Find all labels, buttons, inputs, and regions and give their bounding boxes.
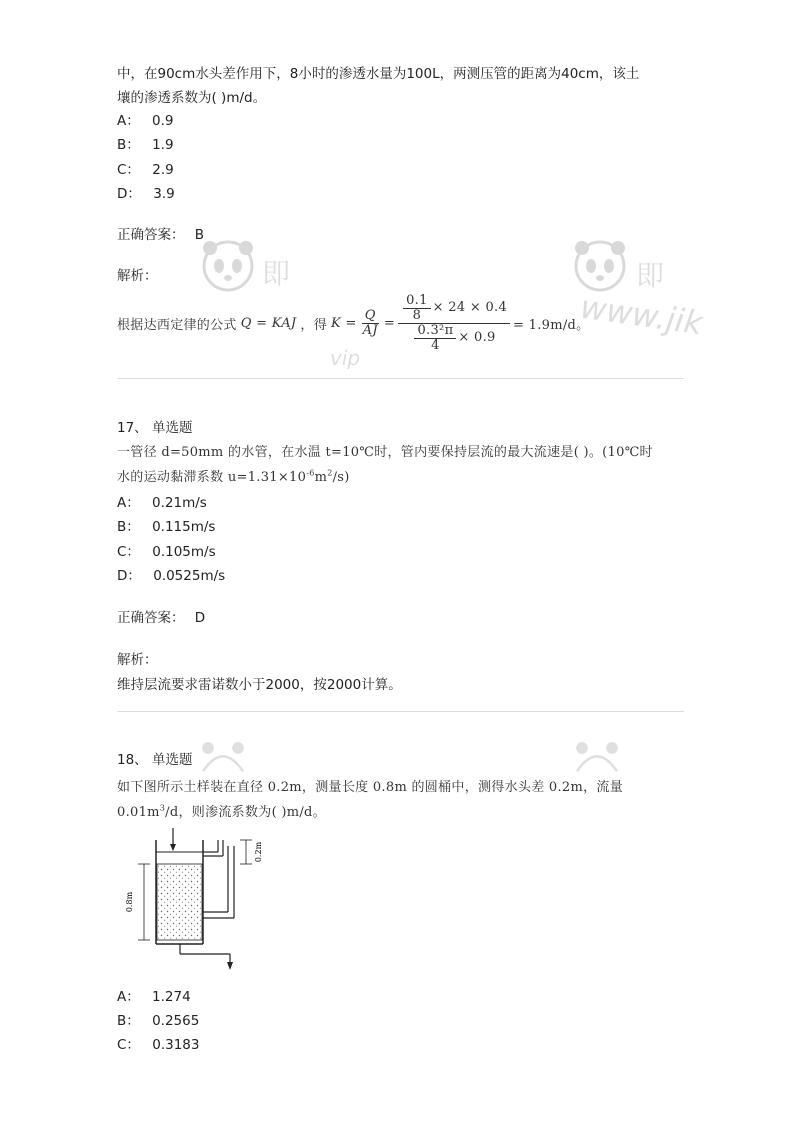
option-label: C： bbox=[117, 544, 140, 560]
formula-k: K = bbox=[331, 315, 357, 331]
option-label: A： bbox=[117, 989, 140, 1005]
answer-value: B bbox=[194, 227, 205, 243]
q17-header: 17、 单选题 bbox=[117, 420, 193, 436]
option-value: 0.115m/s bbox=[152, 519, 216, 535]
formula-prefix: 根据达西定律的公式 bbox=[117, 317, 237, 333]
small-frac-num bbox=[403, 294, 431, 323]
option-label: D： bbox=[117, 568, 141, 584]
small-den: 8 bbox=[412, 307, 422, 323]
option-label: C： bbox=[117, 162, 140, 178]
option-label: D： bbox=[117, 186, 141, 202]
q16-option-d[interactable] bbox=[117, 182, 175, 202]
q17-stem-line2 bbox=[117, 466, 350, 485]
option-label: C： bbox=[117, 1037, 140, 1053]
equals-sign: = bbox=[383, 315, 396, 331]
superscript: -6 bbox=[306, 468, 315, 478]
option-value: 0.2565 bbox=[152, 1013, 200, 1029]
option-label: A： bbox=[117, 113, 140, 129]
permeameter-figure bbox=[118, 826, 273, 976]
divider bbox=[117, 711, 684, 712]
q17-analysis-label: 解析： bbox=[117, 652, 158, 668]
q16-formula bbox=[117, 292, 590, 353]
small-num: 0.1 bbox=[403, 294, 431, 309]
small-den: 4 bbox=[431, 337, 440, 353]
frac-den: AJ bbox=[362, 322, 378, 338]
q16-analysis-label: 解析： bbox=[117, 268, 158, 284]
fraction-big bbox=[398, 294, 510, 353]
q18-stem-line2 bbox=[117, 801, 326, 820]
q16-stem-line1: 中，在90cm水头差作用下，8小时的渗透水量为100L，两测压管的距离为40cm，该土 bbox=[117, 66, 640, 82]
small-frac-den bbox=[414, 324, 456, 353]
watermark-url: www.jik bbox=[577, 287, 705, 343]
stem-text: /d，则渗流系数为( )m/d。 bbox=[165, 805, 326, 820]
option-value: 1.9 bbox=[152, 137, 174, 153]
q17-option-d[interactable] bbox=[117, 564, 225, 584]
stem-text: /s) bbox=[332, 470, 350, 485]
watermark-text: vip bbox=[330, 346, 361, 370]
answer-label: 正确答案： bbox=[117, 227, 185, 243]
option-label: B： bbox=[117, 1013, 140, 1029]
stem-text: 水的运动黏滞系数 u=1.31×10 bbox=[117, 470, 307, 485]
height-label: 0.8m bbox=[125, 891, 134, 913]
head-label: 0.2m bbox=[254, 841, 263, 863]
option-value: 0.105m/s bbox=[152, 544, 216, 560]
option-value: 0.21m/s bbox=[152, 495, 207, 511]
panda-watermark-icon bbox=[198, 236, 258, 296]
q16-option-b[interactable] bbox=[117, 133, 174, 153]
q16-answer bbox=[117, 223, 204, 243]
fraction-q-aj bbox=[360, 309, 381, 338]
option-label: B： bbox=[117, 137, 140, 153]
small-num: 0.3²π bbox=[414, 324, 456, 339]
option-label: A： bbox=[117, 495, 140, 511]
option-value: 1.274 bbox=[152, 989, 191, 1005]
q17-answer bbox=[117, 606, 205, 626]
q17-option-a[interactable] bbox=[117, 491, 207, 511]
q17-analysis-text: 维持层流要求雷诺数小于2000，按2000计算。 bbox=[117, 677, 402, 693]
answer-value: D bbox=[194, 610, 206, 626]
q17-option-b[interactable] bbox=[117, 515, 215, 535]
panda-watermark-icon bbox=[198, 738, 248, 778]
divider bbox=[117, 378, 684, 379]
stem-text: m bbox=[314, 470, 328, 485]
big-denominator bbox=[409, 324, 498, 353]
answer-label: 正确答案： bbox=[117, 610, 185, 626]
option-value: 0.3183 bbox=[152, 1037, 200, 1053]
q18-option-c[interactable] bbox=[117, 1033, 199, 1053]
option-value: 0.0525m/s bbox=[153, 568, 226, 584]
q16-stem-line2: 壤的渗透系数为( )m/d。 bbox=[117, 90, 267, 106]
stem-text: 0.01m bbox=[117, 805, 160, 820]
frac-num: Q bbox=[362, 309, 379, 324]
big-numerator bbox=[398, 294, 510, 324]
q17-option-c[interactable] bbox=[117, 540, 216, 560]
panda-watermark-icon bbox=[570, 236, 630, 296]
option-value: 3.9 bbox=[153, 186, 175, 202]
q16-option-a[interactable] bbox=[117, 109, 174, 129]
superscript: 3 bbox=[159, 803, 166, 813]
denominator-rest: × 0.9 bbox=[458, 330, 496, 345]
q18-option-b[interactable] bbox=[117, 1009, 199, 1029]
panda-watermark-icon bbox=[572, 738, 622, 778]
q18-header: 18、 单选题 bbox=[117, 752, 193, 768]
q18-stem-line1: 如下图所示土样装在直径 0.2m，测量长度 0.8m 的圆桶中，测得水头差 0.2m，流量 bbox=[117, 780, 624, 795]
option-label: B： bbox=[117, 519, 140, 535]
q16-option-c[interactable] bbox=[117, 158, 174, 178]
q17-stem-line1: 一管径 d=50mm 的水管，在水温 t=10℃时，管内要保持层流的最大流速是( )。(10℃时 bbox=[117, 445, 653, 460]
formula-result: = 1.9m/d。 bbox=[513, 317, 590, 333]
superscript: 2 bbox=[327, 468, 333, 478]
q18-option-a[interactable] bbox=[117, 985, 191, 1005]
watermark-text: 即 bbox=[262, 257, 291, 290]
formula-q: Q = KAJ bbox=[240, 315, 297, 331]
formula-mid: ，得 bbox=[300, 317, 328, 333]
option-value: 2.9 bbox=[152, 162, 174, 178]
numerator-rest: × 24 × 0.4 bbox=[432, 300, 508, 315]
watermark-text: 即 bbox=[636, 259, 665, 292]
option-value: 0.9 bbox=[152, 113, 174, 129]
